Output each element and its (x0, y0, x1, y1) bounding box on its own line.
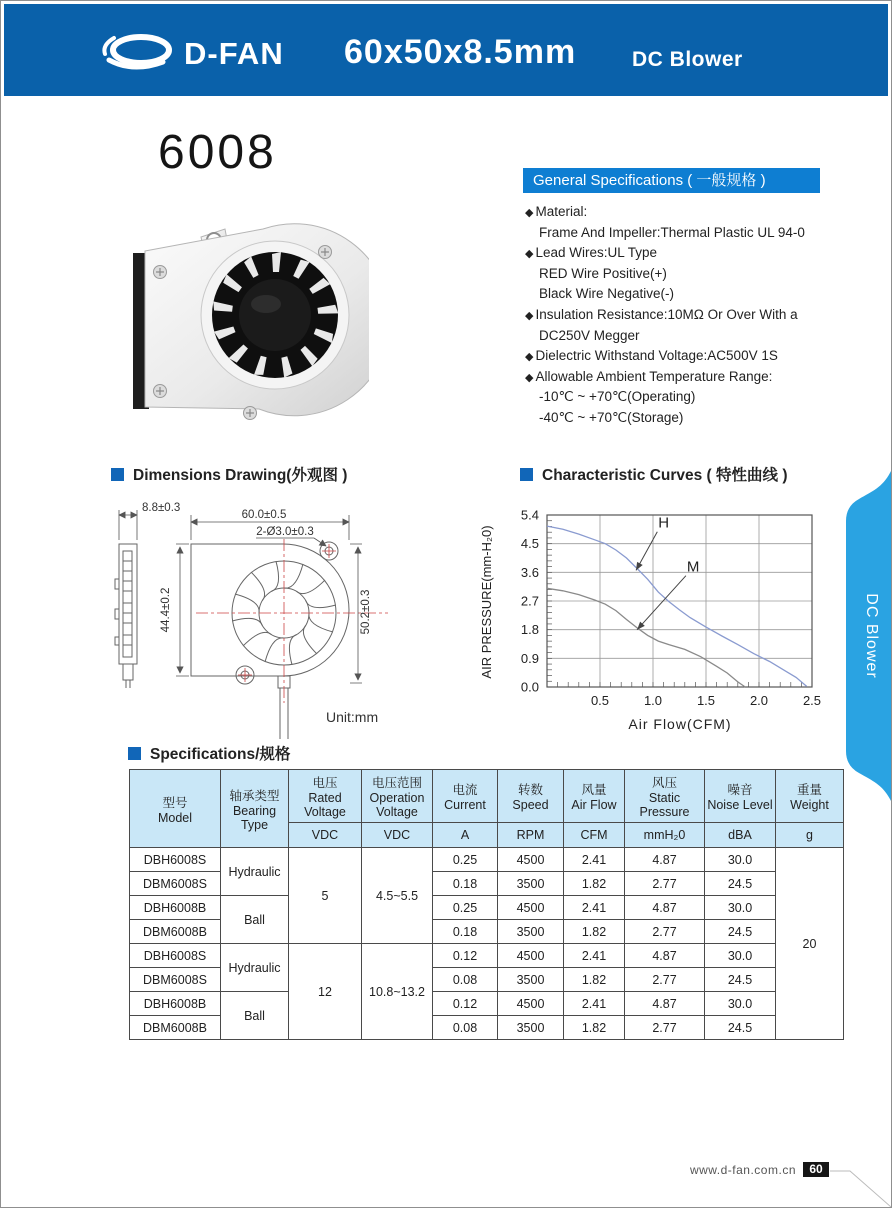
spec-text: -40℃ ~ +70℃(Storage) (539, 409, 684, 425)
table-cell: 2.41 (564, 944, 625, 968)
table-row (130, 992, 844, 1016)
table-cell: DBM6008B (130, 920, 221, 944)
curve-label-M: M (686, 558, 700, 576)
spec-line (525, 367, 870, 388)
footer-website: www.d-fan.com.cn (689, 1163, 796, 1177)
table-cell: 2.41 (564, 992, 625, 1016)
column-unit: RPM (498, 823, 564, 848)
column-header: 转数 Speed (498, 770, 564, 823)
svg-text:0.0: 0.0 (520, 679, 539, 695)
table-cell: 1.82 (564, 1016, 625, 1040)
diamond-bullet-icon: ◆ (525, 351, 534, 364)
table-cell: Hydraulic (221, 848, 289, 896)
table-cell: 30.0 (705, 896, 776, 920)
table-cell: Ball (221, 896, 289, 944)
table-cell: 4500 (498, 848, 564, 872)
svg-text:1.0: 1.0 (643, 693, 663, 708)
dim-height-right-label: 50.2±0.3 (360, 589, 372, 635)
column-header: 型号 Model (130, 770, 221, 848)
footer-decoration-line (830, 1164, 892, 1208)
dim-width-label: 60.0±0.5 (241, 509, 287, 521)
brand-name: D-FAN (184, 36, 284, 71)
chart-x-axis-label: Air Flow(CFM) (628, 716, 732, 732)
table-cell: DBM6008S (130, 872, 221, 896)
side-tab-label: DC Blower (863, 593, 880, 679)
table-cell: 20 (776, 848, 844, 1040)
table-cell: 1.82 (564, 920, 625, 944)
table-cell: 30.0 (705, 944, 776, 968)
gen-spec-list (525, 202, 870, 429)
section-bullet-icon (128, 747, 141, 760)
section-bullet-icon (111, 468, 124, 481)
spec-text: Frame And Impeller:Thermal Plastic UL 94-0 (539, 224, 805, 240)
table-cell: DBM6008S (130, 968, 221, 992)
diamond-bullet-icon: ◆ (525, 371, 534, 384)
curves-section-header (520, 463, 788, 485)
model-number: 6008 (158, 126, 277, 179)
table-cell: 4500 (498, 944, 564, 968)
table-cell: Ball (221, 992, 289, 1040)
section-title: Characteristic Curves ( 特性曲线 ) (542, 467, 788, 484)
table-cell: 10.8~13.2 (362, 944, 433, 1040)
table-cell: DBM6008B (130, 1016, 221, 1040)
page-number-badge: 60 (803, 1162, 829, 1177)
spec-line (525, 346, 870, 367)
table-cell: 0.18 (433, 872, 498, 896)
spec-line (525, 243, 870, 264)
curve-M (547, 588, 745, 687)
table-cell: 24.5 (705, 1016, 776, 1040)
spec-text: Lead Wires:UL Type (535, 245, 658, 261)
section-bullet-icon (520, 468, 533, 481)
table-cell: 24.5 (705, 920, 776, 944)
column-unit: g (776, 823, 844, 848)
table-cell: 3500 (498, 872, 564, 896)
table-cell: 0.18 (433, 920, 498, 944)
svg-text:5.4: 5.4 (520, 507, 539, 523)
general-specs-title: General Specifications ( 一般规格 ) (523, 168, 820, 193)
brand-logo-icon (101, 29, 179, 73)
table-cell: 3500 (498, 1016, 564, 1040)
product-type-label: DC Blower (632, 48, 743, 71)
characteristic-curves-chart (469, 495, 854, 753)
table-row (130, 848, 844, 872)
dimensions-section-header (111, 463, 347, 485)
section-title: Dimensions Drawing(外观图 ) (133, 467, 348, 484)
table-cell: 4.87 (625, 944, 705, 968)
svg-text:1.8: 1.8 (520, 622, 539, 638)
table-cell: 4500 (498, 896, 564, 920)
spec-line (525, 264, 870, 285)
spec-line (525, 387, 870, 408)
spec-text: DC250V Megger (539, 327, 640, 343)
table-cell: Hydraulic (221, 944, 289, 992)
spec-table-head (130, 770, 844, 848)
column-unit: A (433, 823, 498, 848)
table-cell: 4500 (498, 992, 564, 1016)
spec-table-body (130, 848, 844, 1040)
table-cell: 30.0 (705, 848, 776, 872)
table-cell: 2.77 (625, 968, 705, 992)
table-cell: 0.25 (433, 896, 498, 920)
table-cell: 0.12 (433, 992, 498, 1016)
svg-text:0.9: 0.9 (520, 650, 539, 666)
diamond-bullet-icon: ◆ (525, 309, 534, 322)
spec-line (525, 305, 870, 326)
table-cell: 4.87 (625, 992, 705, 1016)
diamond-bullet-icon: ◆ (525, 248, 534, 261)
column-unit: VDC (362, 823, 433, 848)
table-cell: 0.08 (433, 968, 498, 992)
spec-line (525, 326, 870, 347)
column-unit: mmH₂0 (625, 823, 705, 848)
spec-text: Allowable Ambient Temperature Range: (535, 368, 773, 384)
spec-text: Black Wire Negative(-) (539, 286, 675, 302)
page-title-size: 60x50x8.5mm (344, 33, 577, 71)
table-row (130, 944, 844, 968)
column-header: 电压 Rated Voltage (289, 770, 362, 823)
table-cell: 24.5 (705, 968, 776, 992)
table-cell: 0.12 (433, 944, 498, 968)
column-header: 轴承类型 Bearing Type (221, 770, 289, 848)
column-header: 风压 Static Pressure (625, 770, 705, 823)
table-cell: DBH6008S (130, 944, 221, 968)
table-cell: 24.5 (705, 872, 776, 896)
table-cell: 0.08 (433, 1016, 498, 1040)
table-cell: DBH6008B (130, 896, 221, 920)
specifications-section-header (128, 742, 290, 764)
table-cell: DBH6008B (130, 992, 221, 1016)
svg-text:0.5: 0.5 (590, 693, 610, 708)
table-cell: 4.5~5.5 (362, 848, 433, 944)
spec-line (525, 408, 870, 429)
spec-line (525, 284, 870, 305)
spec-table (129, 769, 844, 1040)
spec-text: Dielectric Withstand Voltage:AC500V 1S (535, 348, 778, 364)
table-cell: 2.41 (564, 848, 625, 872)
table-cell: 12 (289, 944, 362, 1040)
dim-depth-label: 8.8±0.3 (142, 502, 181, 514)
svg-text:2.7: 2.7 (520, 593, 539, 609)
table-row (130, 896, 844, 920)
table-cell: 30.0 (705, 992, 776, 1016)
column-header: 重量 Weight (776, 770, 844, 823)
table-cell: 0.25 (433, 848, 498, 872)
spec-text: Insulation Resistance:10MΩ Or Over With a (535, 306, 798, 322)
product-photo (113, 195, 369, 431)
side-tab (845, 471, 891, 801)
curve-H (547, 526, 807, 686)
table-cell: 1.82 (564, 872, 625, 896)
curve-label-H: H (658, 514, 670, 532)
dimensions-drawing (96, 491, 476, 749)
diamond-bullet-icon: ◆ (525, 207, 534, 219)
column-unit: dBA (705, 823, 776, 848)
table-cell: 4.87 (625, 848, 705, 872)
table-cell: 2.77 (625, 872, 705, 896)
section-title: Specifications/规格 (150, 746, 291, 763)
table-cell: 3500 (498, 968, 564, 992)
svg-text:4.5: 4.5 (520, 536, 539, 552)
table-cell: 1.82 (564, 968, 625, 992)
column-header: 噪音 Noise Level (705, 770, 776, 823)
spec-line (525, 202, 870, 223)
header-bar (4, 4, 888, 96)
table-cell: 3500 (498, 920, 564, 944)
chart-y-axis-label: AIR PRESSURE(mm-H₂0) (479, 525, 494, 679)
table-cell: DBH6008S (130, 848, 221, 872)
svg-text:3.6: 3.6 (520, 564, 539, 580)
column-unit: CFM (564, 823, 625, 848)
dim-height-left-label: 44.4±0.2 (160, 587, 172, 633)
dim-holes-label: 2-Ø3.0±0.3 (256, 526, 314, 538)
table-cell: 4.87 (625, 896, 705, 920)
svg-text:2.5: 2.5 (802, 693, 822, 708)
table-cell: 2.41 (564, 896, 625, 920)
spec-line (525, 223, 870, 244)
spec-text: Material: (535, 204, 588, 219)
table-cell: 2.77 (625, 920, 705, 944)
column-unit: VDC (289, 823, 362, 848)
drawing-unit-label: Unit:mm (326, 709, 379, 725)
table-cell: 2.77 (625, 1016, 705, 1040)
spec-text: RED Wire Positive(+) (539, 265, 667, 281)
svg-text:2.0: 2.0 (749, 693, 769, 708)
table-cell: 5 (289, 848, 362, 944)
column-header: 电流 Current (433, 770, 498, 823)
column-header: 风量 Air Flow (564, 770, 625, 823)
spec-text: -10℃ ~ +70℃(Operating) (539, 389, 696, 405)
column-header: 电压范围 Operation Voltage (362, 770, 433, 823)
svg-text:1.5: 1.5 (696, 693, 716, 708)
